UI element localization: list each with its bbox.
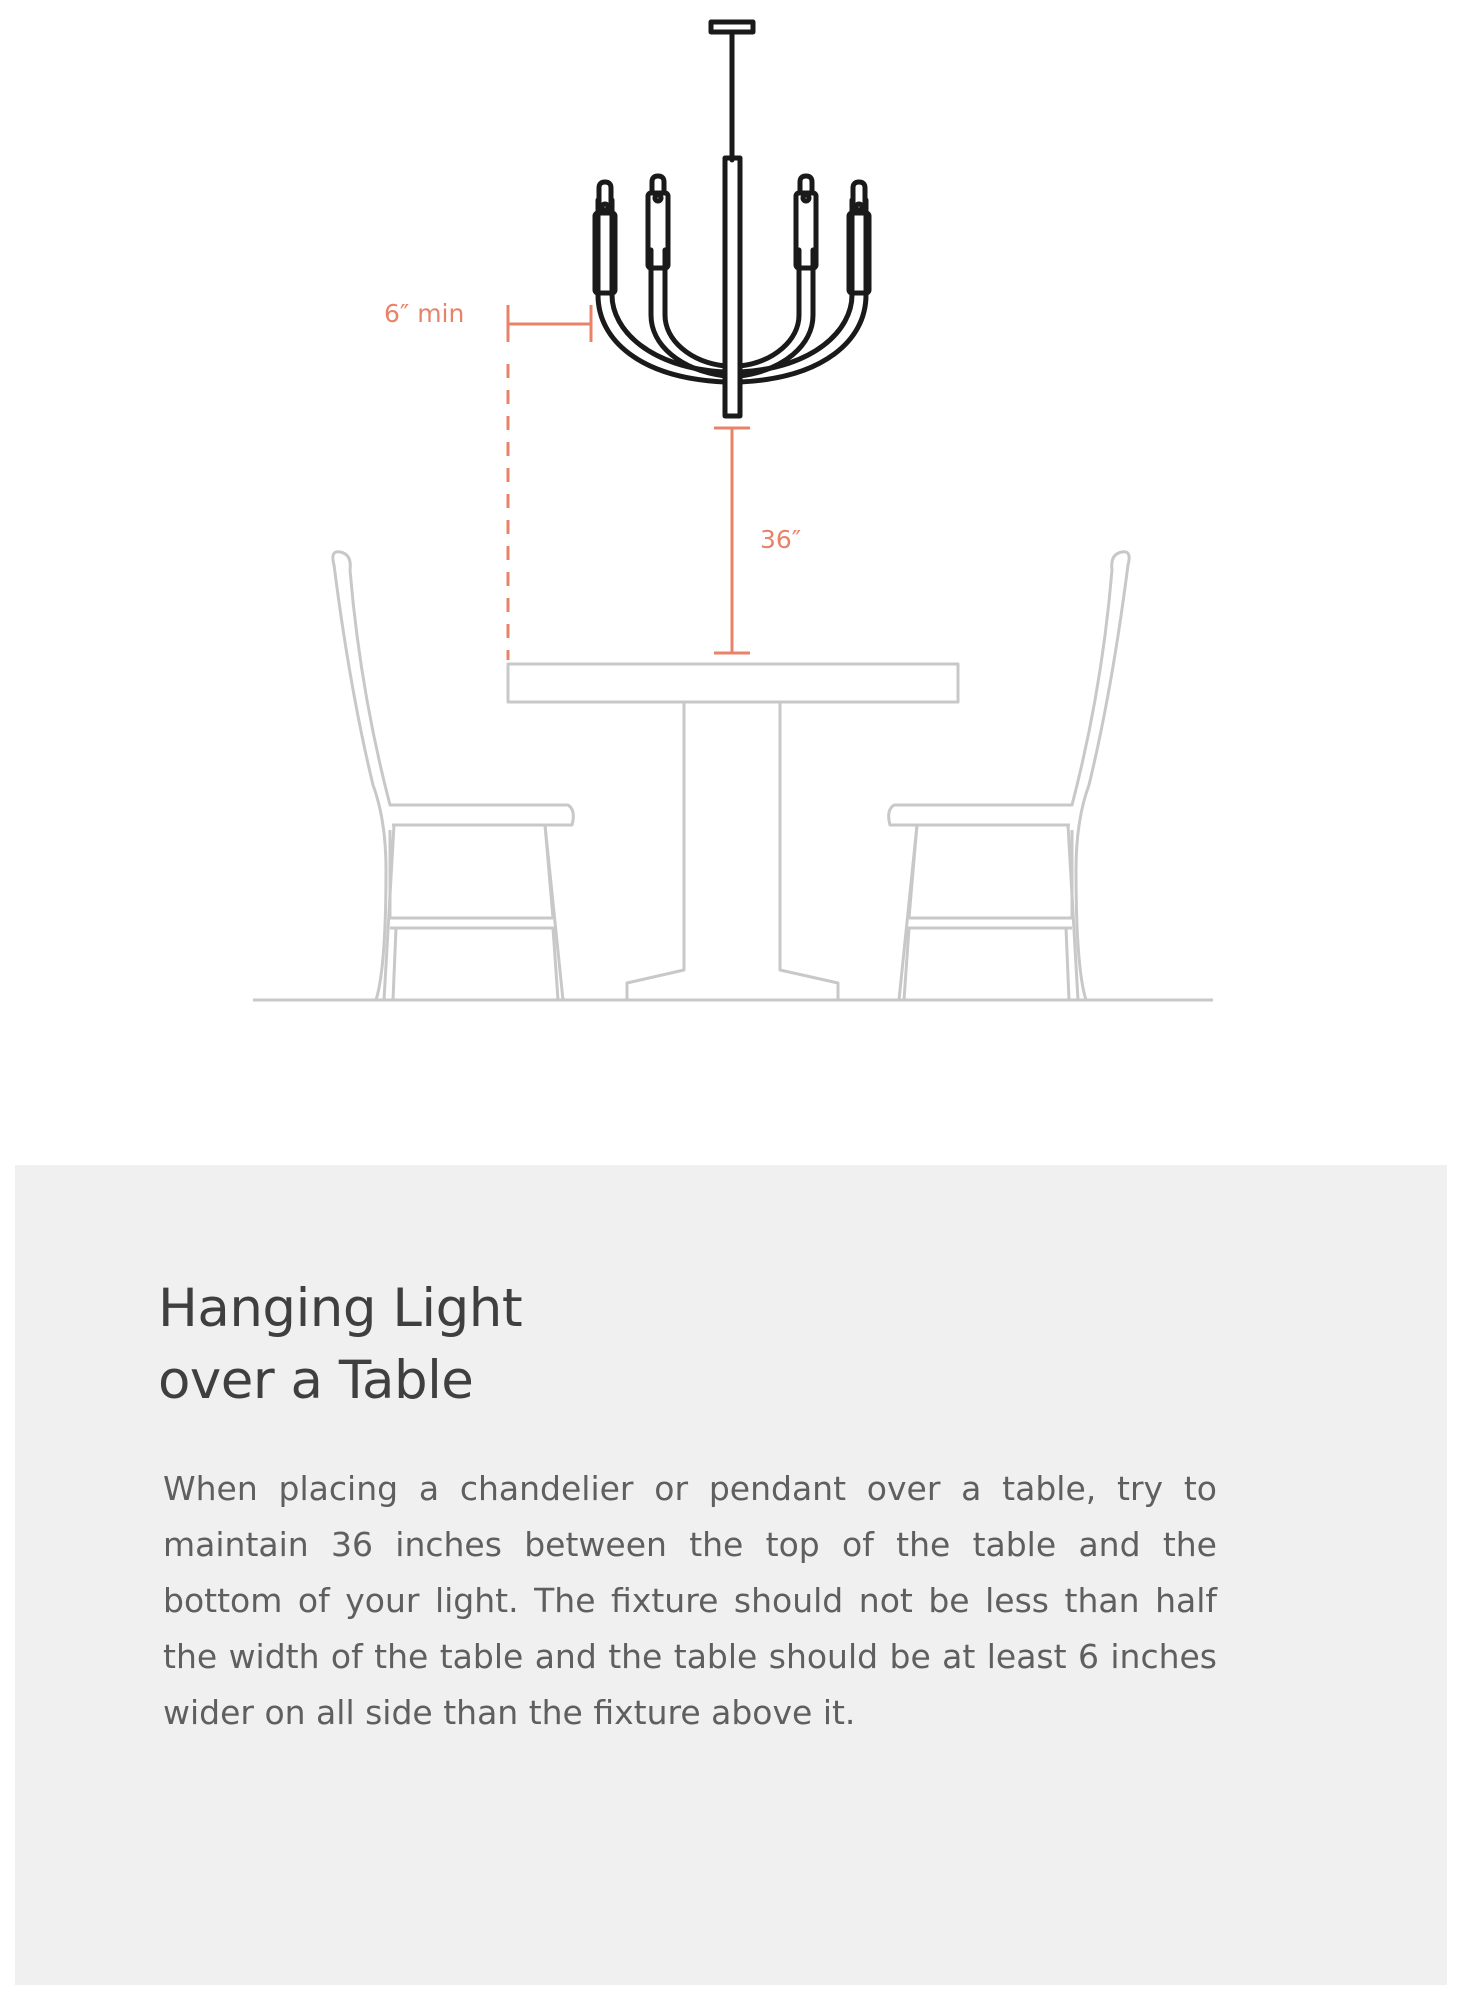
info-panel [15, 1165, 1447, 1985]
dining-table [508, 664, 958, 1000]
chandelier-arm-right-inner [740, 176, 816, 376]
chandelier-arm-left-outer [595, 182, 725, 382]
chair-left [333, 552, 580, 1000]
table-pedestal-right [780, 702, 887, 1000]
chandelier-arm-left-inner [648, 176, 725, 376]
vertical-clearance-label: 36″ [760, 525, 802, 554]
side-clearance-marker [508, 305, 591, 660]
side-clearance-label: 6″ min [384, 299, 465, 328]
title-line-1: Hanging Light [158, 1278, 523, 1339]
description-text: When placing a chandelier or pendant over a table, try to maintain 36 inches between the top of the table and the bottom of your light. The fixture should not be less than half the width of the table and the table should be at least 6 inches wider on all side than the fixture above it. [163, 1469, 1217, 1732]
title-line-2: over a Table [158, 1350, 474, 1411]
dimension-markers [508, 305, 750, 660]
chandelier-arm-right-outer [740, 182, 869, 382]
chandelier-illustration [595, 22, 869, 416]
chandelier-center-column [725, 158, 740, 416]
vertical-clearance-marker [714, 428, 750, 653]
chair-right [882, 552, 1129, 1000]
table-pedestal-left [578, 702, 684, 1000]
table-top [508, 664, 958, 702]
page-title [158, 1273, 522, 1417]
